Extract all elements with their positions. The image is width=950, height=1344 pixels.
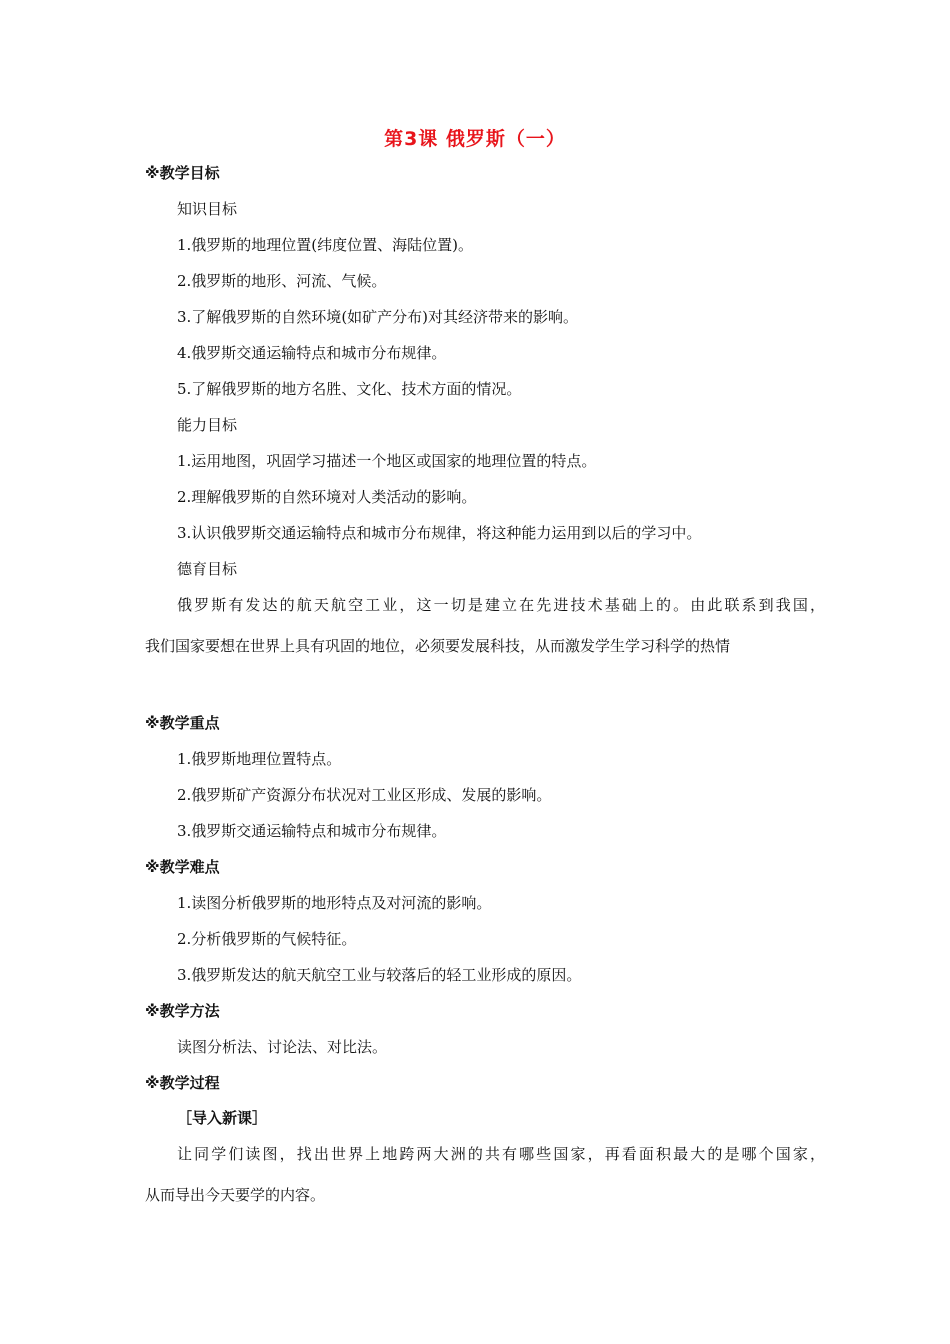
knowledge-item: 2.俄罗斯的地形、河流、气候。 [177,272,387,290]
moral-objectives-text-line1: 俄罗斯有发达的航天航空工业，这一切是建立在先进技术基础上的。由此联系到我国， [177,596,825,614]
ability-item: 3.认识俄罗斯交通运输特点和城市分布规律，将这种能力运用到以后的学习中。 [177,524,702,542]
intro-text-line1: 让同学们读图，找出世界上地跨两大洲的共有哪些国家，再看面积最大的是哪个国家， [177,1145,825,1163]
difficulty-item: 1.读图分析俄罗斯的地形特点及对河流的影响。 [177,894,492,912]
knowledge-item: 4.俄罗斯交通运输特点和城市分布规律。 [177,344,447,362]
heading-key-points: ※教学重点 [145,714,220,732]
key-point-item: 2.俄罗斯矿产资源分布状况对工业区形成、发展的影响。 [177,786,552,804]
intro-text-line2: 从而导出今天要学的内容。 [145,1186,326,1204]
heading-process: ※教学过程 [145,1074,220,1092]
ability-item: 1.运用地图，巩固学习描述一个地区或国家的地理位置的特点。 [177,452,597,470]
knowledge-item: 3.了解俄罗斯的自然环境(如矿产分布)对其经济带来的影响。 [177,308,579,326]
methods-text: 读图分析法、讨论法、对比法。 [177,1038,388,1056]
difficulty-item: 3.俄罗斯发达的航天航空工业与较落后的轻工业形成的原因。 [177,966,582,984]
heading-objectives: ※教学目标 [145,164,220,182]
knowledge-item: 1.俄罗斯的地理位置(纬度位置、海陆位置)。 [177,236,474,254]
moral-objectives-label: 德育目标 [177,560,238,578]
knowledge-item: 5.了解俄罗斯的地方名胜、文化、技术方面的情况。 [177,380,522,398]
heading-difficulties: ※教学难点 [145,858,220,876]
ability-item: 2.理解俄罗斯的自然环境对人类活动的影响。 [177,488,477,506]
moral-objectives-text-line2: 我们国家要想在世界上具有巩固的地位，必须要发展科技，从而激发学生学习科学的热情 [145,637,731,655]
heading-methods: ※教学方法 [145,1002,220,1020]
ability-objectives-label: 能力目标 [177,416,238,434]
difficulty-item: 2.分析俄罗斯的气候特征。 [177,930,357,948]
key-point-item: 1.俄罗斯地理位置特点。 [177,750,342,768]
key-point-item: 3.俄罗斯交通运输特点和城市分布规律。 [177,822,447,840]
intro-new-lesson-label: ［导入新课］ [177,1109,268,1127]
knowledge-objectives-label: 知识目标 [177,200,238,218]
lesson-title: 第3课 俄罗斯（一） [384,128,566,150]
